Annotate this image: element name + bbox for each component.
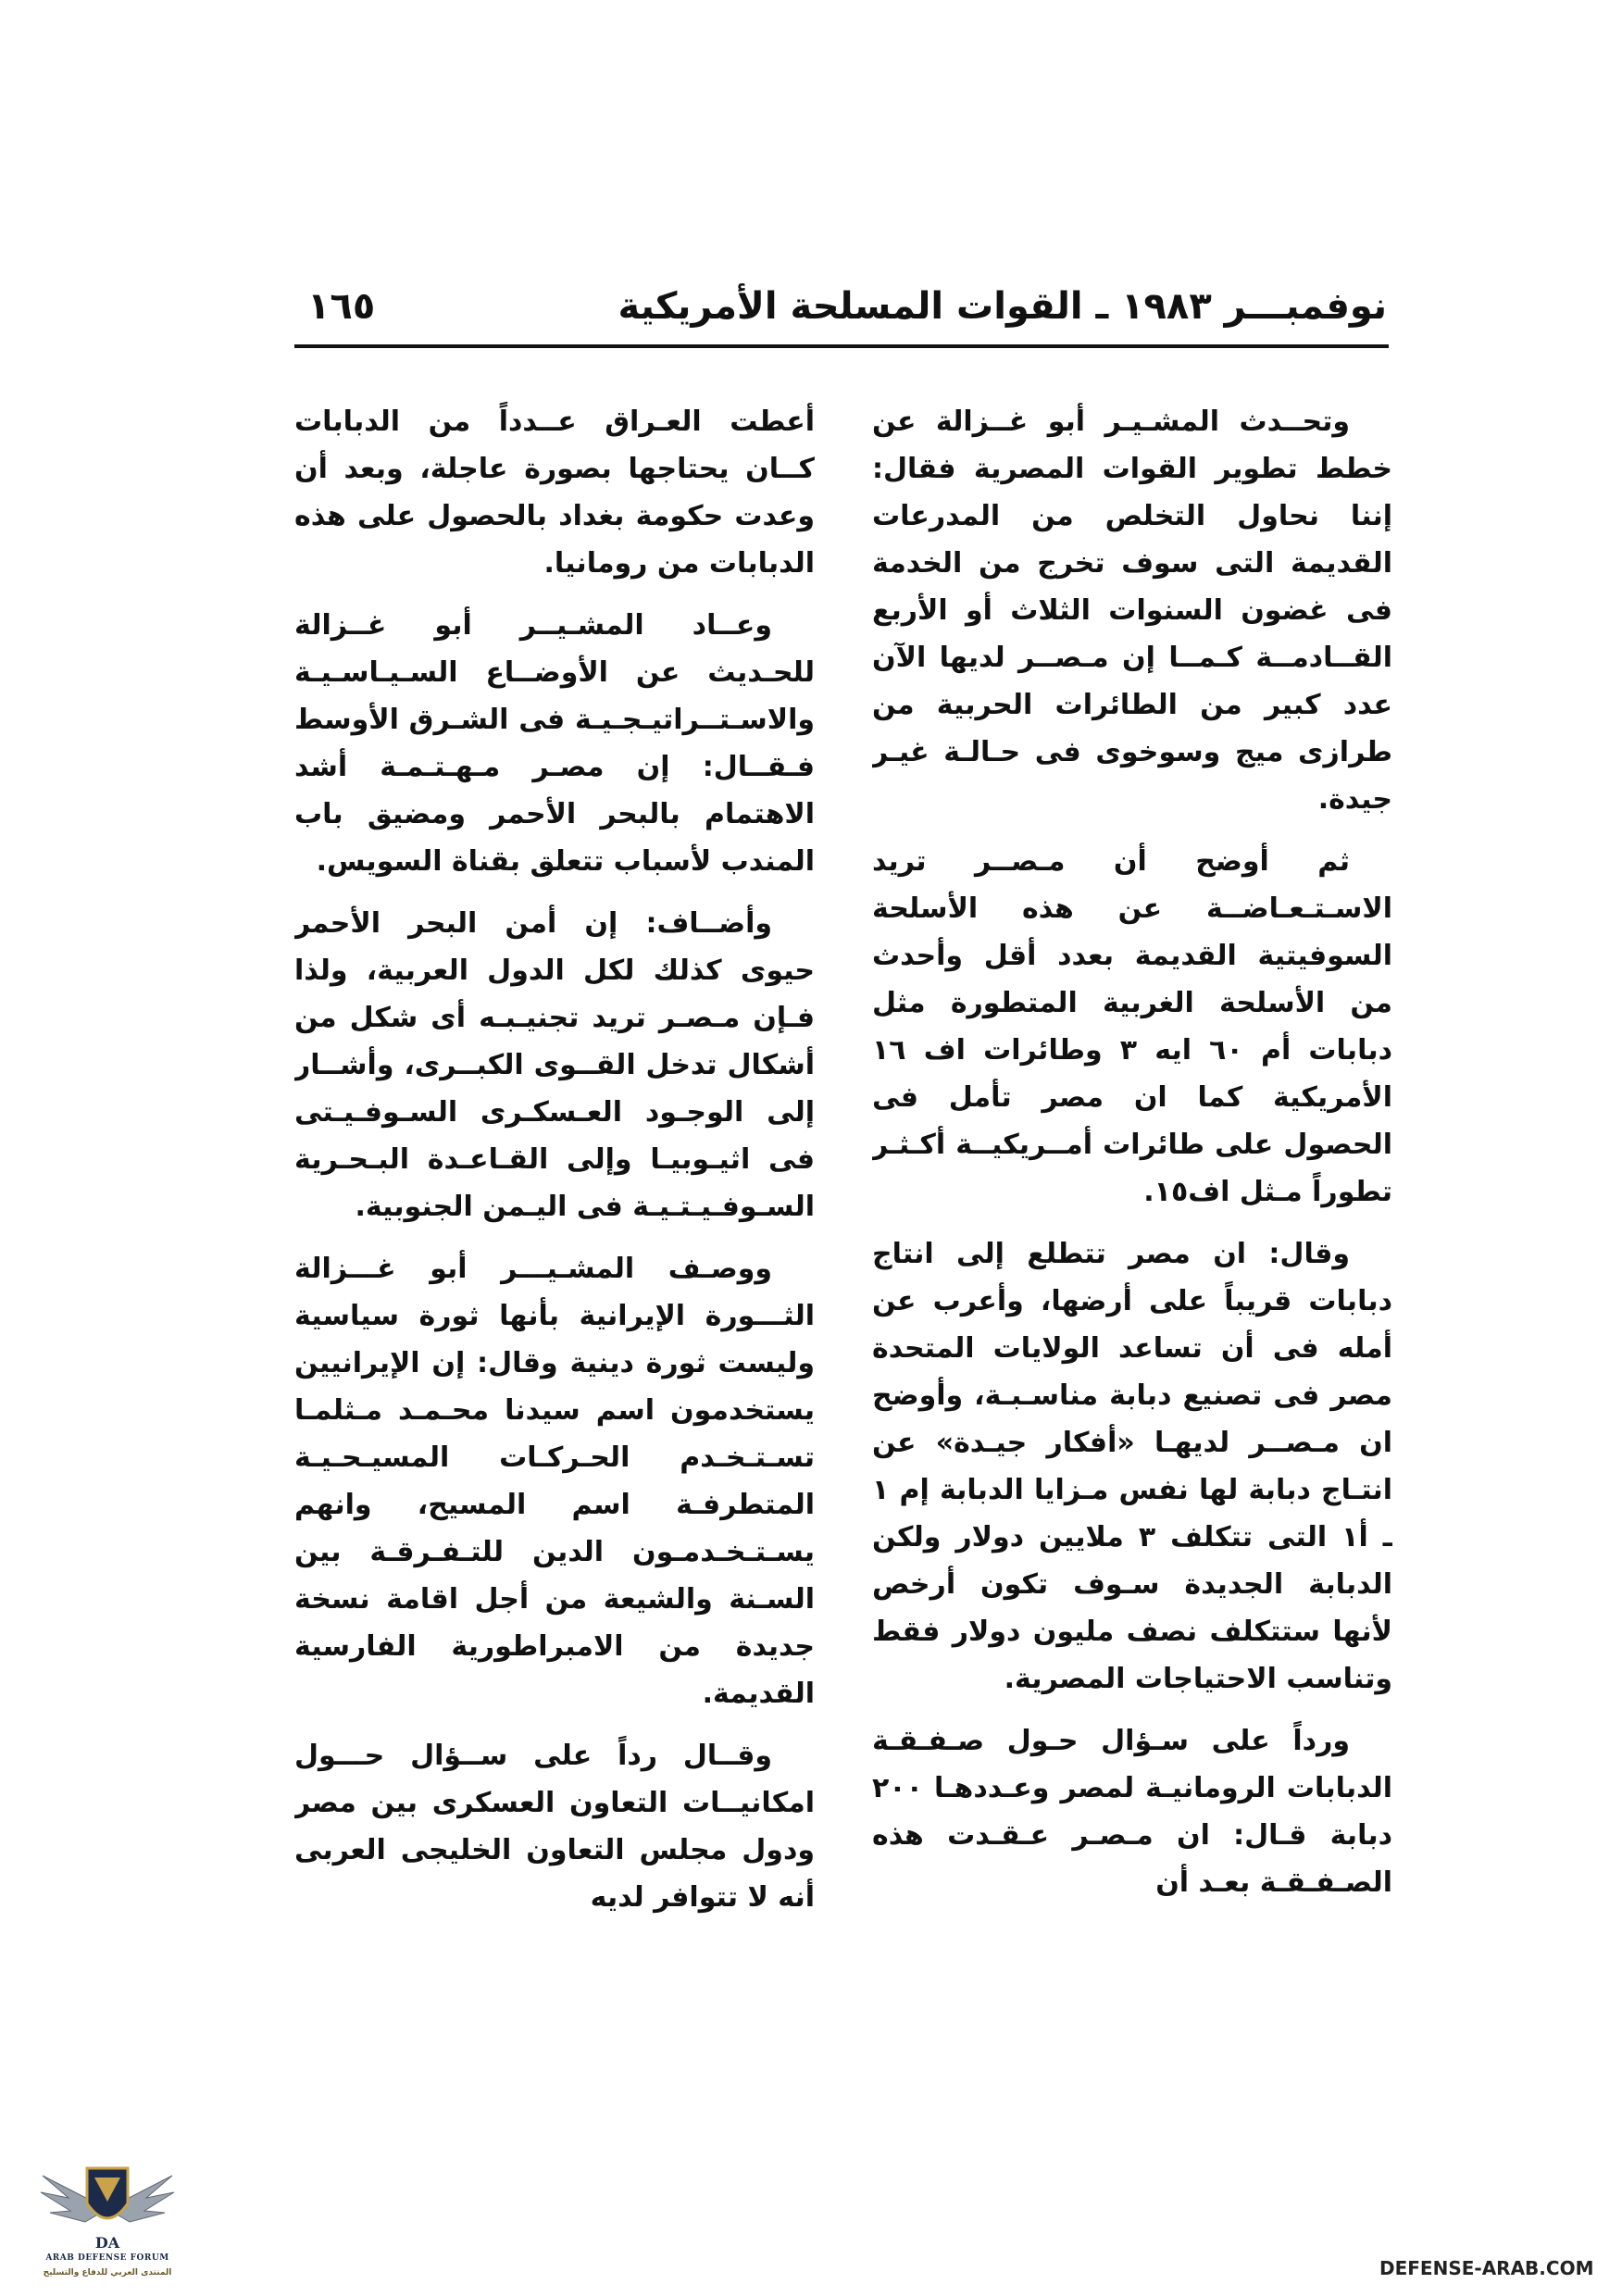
site-watermark: DEFENSE-ARAB.COM — [1379, 2257, 1594, 2279]
paragraph: وقال: ان مصر تتطلع إلى انتاج دبابات قريباً على أرضها، وأعرب عن أمله فى أن تساعد الولايات المتحدة مصر فى تصنيع دبابة مناسـبـة، وأوضح ان مـصــر لديهـا «أفكار جيـدة» عن انتـاج دبابة لها نفس مـزايا الدبابة إم ١ ـ أ١ التى تتكلف ٣ ملايين دولار ولكن الدبابة الجديدة سـوف تكون أرخص لأنها ستتكلف نصف مليون دولار فقط وتناسب الاحتياجات المصرية. — [872, 1238, 1392, 1695]
page-number: ١٦٥ — [307, 285, 376, 328]
paragraph: ثم أوضح أن مـصــر تريد الاسـتـعـاضــة عن هذه الأسلحة السوفيتية القديمة بعدد أقل وأحدث من الأسلحة الغربية المتطورة مثل دبابات أم ٦٠ ايه ٣ وطائرات اف ١٦ الأمريكية كما ان مصر تأمل فى الحصول على طائرات أمــريكيــة أكـثـر تطوراً مـثل اف١٥. — [872, 845, 1392, 1208]
page-header — [294, 276, 1387, 346]
forum-logo — [33, 2155, 181, 2290]
paragraph: أعطت العـراق عــدداً من الدبابات كــان يحتاجها بصورة عاجلة، وبعد أن وعدت حكومة بغداد بالحصول على هذه الدبابات من رومانيا. — [294, 406, 815, 580]
paragraph: ورداً على سـؤال حـول صـفـقـة الدبابات الرومانيـة لمصر وعـددهـا ٢٠٠ دبابة قـال: ان مـصـر عـقـدت هذه الصـفـقـة بعـد أن — [872, 1725, 1392, 1899]
running-title: نوفمبـــر ١٩٨٣ ـ القوات المسلحة الأمريكية — [618, 285, 1387, 328]
paragraph: وقــال رداً على ســؤال حـــول امكانيــات التعاون العسكرى بين مصر ودول مجلس التعاون الخليجى العربى أنه لا تتوافر لديه — [294, 1740, 815, 1914]
eagle-shield-icon — [33, 2155, 181, 2252]
logo-text-arabic: المنتدى العربي للدفاع والتسليح — [43, 2268, 172, 2277]
logo-text-english: ARAB DEFENSE FORUM — [45, 2253, 169, 2263]
header-divider — [294, 344, 1389, 348]
paragraph: وأضــاف: إن أمن البحر الأحمر حيوى كذلك لكل الدول العربية، ولذا فـإن مـصـر تريد تجنيـبـه أى شكل من أشكال تدخل القــوى الكبــرى، وأشــار إلى الوجـود العـسكـرى السـوفـيـتى فى اثيـوبيـا وإلى القـاعـدة البـحـرية السـوفـيـتـيـة فى اليـمن الجنوبية. — [294, 907, 815, 1223]
svg-text:DA: DA — [94, 2234, 120, 2252]
paragraph: ووصـف المشـيـــر أبو غـــزالة الثـــورة الإيرانية بأنها ثورة سياسية وليست ثورة دينية وقال: إن الإيرانيين يستخدمون اسم سيدنا محـمـد مـثلمـا تسـتـخـدم الحـركـات المسيـحـيـة المتطرفـة اسم المسيح، وانهم يسـتـخـدمـون الدين للتـفـرقـة بين السـنة والشيعة من أجل اقامة نسخة جديدة من الامبراطورية الفارسية القديمة. — [294, 1253, 815, 1710]
left-column — [294, 398, 815, 2139]
right-column — [872, 398, 1392, 2139]
paragraph: وتحــدث المشـيـر أبو غــزالة عن خطط تطوير القوات المصرية فقال: إننا نحاول التخلص من المدرعات القديمة التى سوف تخرج من الخدمة فى غضون السنوات الثلاث أو الأربع القــادمــة كـمــا إن مـصــر لديها الآن عدد كبير من الطائرات الحربية من طرازى ميج وسوخوى فى حـالـة غيـر جيدة. — [872, 406, 1392, 816]
paragraph: وعــاد المشـيــر أبو غــزالة للحـديث عن الأوضــاع السـيـاسـيـة والاسـتــراتيـجـيـة فى الشـرق الأوسط فـقــال: إن مصـر مـهـتـمـة أشد الاهتمام بالبحر الأحمر ومضيق باب المندب لأسباب تتعلق بقناة السويس. — [294, 609, 815, 878]
